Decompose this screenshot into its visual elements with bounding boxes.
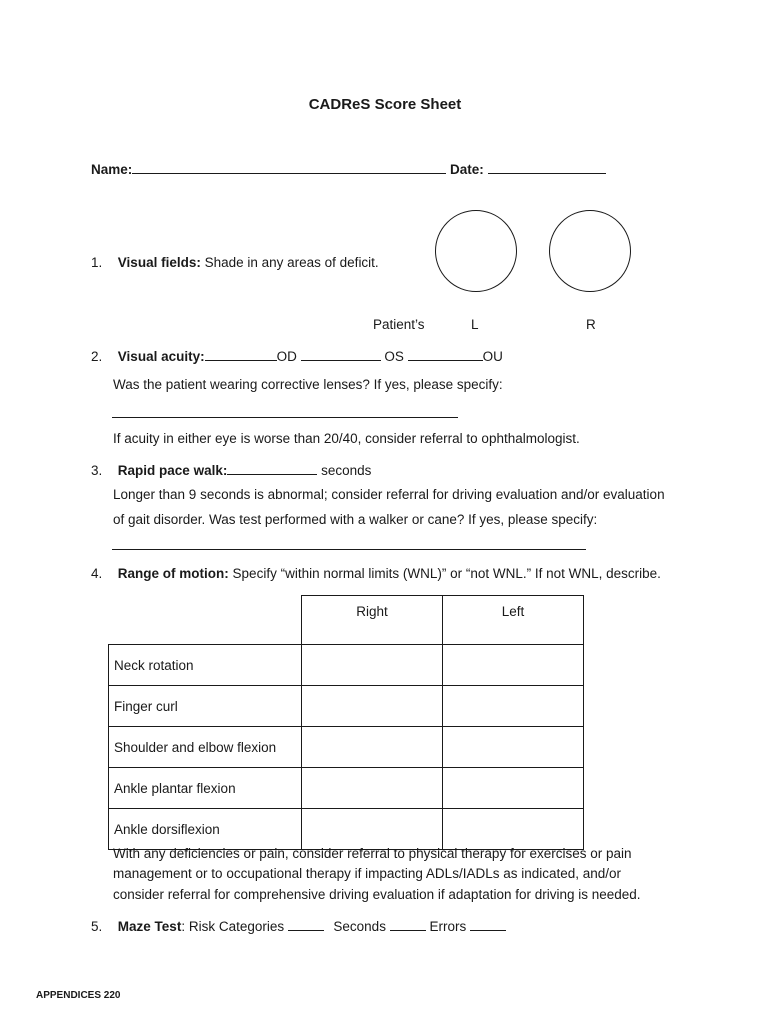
od-label: OD <box>276 349 297 364</box>
item-visual-acuity <box>91 348 503 364</box>
os-label: OS <box>384 349 404 364</box>
visual-fields-label: Visual fields: <box>117 255 201 270</box>
range-of-motion-label: Range of motion: <box>117 566 229 581</box>
ou-field[interactable] <box>408 348 483 361</box>
rom-note-3: consider referral for comprehensive driving evaluation if adaptation for driving is needed. <box>113 887 641 902</box>
item-number: 3. <box>91 463 103 478</box>
table-row <box>109 686 584 727</box>
rapid-pace-unit: seconds <box>317 463 372 478</box>
right-cell[interactable] <box>302 686 443 727</box>
item-number: 4. <box>91 566 103 581</box>
risk-categories-label: : Risk Categories <box>181 919 288 934</box>
left-cell[interactable] <box>443 645 584 686</box>
visual-acuity-label: Visual acuity: <box>117 349 205 364</box>
rapid-pace-note-2: of gait disorder. Was test performed with a walker or cane? If yes, please specify: <box>113 512 598 527</box>
row-label: Ankle plantar flexion <box>109 768 302 809</box>
rapid-pace-field[interactable] <box>227 462 317 475</box>
right-cell[interactable] <box>302 645 443 686</box>
table-row <box>109 809 584 850</box>
rom-note-1: With any deficiencies or pain, consider referral to physical therapy for exercises or pain <box>113 846 632 861</box>
table-row <box>109 768 584 809</box>
seconds-field[interactable] <box>390 918 426 931</box>
visual-fields-text: Shade in any areas of deficit. <box>200 255 379 270</box>
walker-cane-field[interactable] <box>112 549 586 550</box>
column-header-left: Left <box>443 596 584 645</box>
right-cell[interactable] <box>302 727 443 768</box>
item-rapid-pace <box>91 462 371 478</box>
row-label: Finger curl <box>109 686 302 727</box>
item-number: 5. <box>91 919 103 934</box>
od-field[interactable] <box>205 348 277 361</box>
errors-field[interactable] <box>470 918 506 931</box>
left-eye-label: L <box>471 317 479 332</box>
item-visual-fields <box>91 255 379 270</box>
os-pre-field[interactable] <box>301 348 381 361</box>
name-field[interactable] <box>132 161 446 174</box>
rapid-pace-note-1: Longer than 9 seconds is abnormal; consider referral for driving evaluation and/or evaluation <box>113 487 665 502</box>
table-header-row <box>109 596 584 645</box>
row-label: Ankle dorsiflexion <box>109 809 302 850</box>
page-footer: APPENDICES 220 <box>36 990 121 1001</box>
left-cell[interactable] <box>443 686 584 727</box>
acuity-note: If acuity in either eye is worse than 20/40, consider referral to ophthalmologist. <box>113 431 580 446</box>
range-of-motion-text: Specify “within normal limits (WNL)” or “not WNL.” If not WNL, describe. <box>228 566 661 581</box>
right-cell[interactable] <box>302 768 443 809</box>
corrective-lenses-field[interactable] <box>112 417 458 418</box>
rom-note-2: management or to occupational therapy if impacting ADLs/IADLs as indicated, and/or <box>113 866 622 881</box>
left-cell[interactable] <box>443 809 584 850</box>
item-maze-test <box>91 918 506 934</box>
left-cell[interactable] <box>443 768 584 809</box>
corrective-lenses-question: Was the patient wearing corrective lenses? If yes, please specify: <box>113 377 503 392</box>
right-eye-label: R <box>586 317 596 332</box>
left-eye-circle[interactable] <box>435 210 517 292</box>
left-cell[interactable] <box>443 727 584 768</box>
date-field[interactable] <box>488 161 606 174</box>
table-row <box>109 727 584 768</box>
risk-categories-field[interactable] <box>288 918 324 931</box>
errors-label: Errors <box>429 919 470 934</box>
ou-label: OU <box>482 349 503 364</box>
range-of-motion-table <box>108 595 584 850</box>
row-label: Neck rotation <box>109 645 302 686</box>
column-header-right: Right <box>302 596 443 645</box>
patients-label: Patient’s <box>373 317 425 332</box>
table-corner <box>109 596 302 645</box>
right-cell[interactable] <box>302 809 443 850</box>
name-label: Name: <box>91 162 133 177</box>
row-label: Shoulder and elbow flexion <box>109 727 302 768</box>
maze-test-label: Maze Test <box>117 919 182 934</box>
right-eye-circle[interactable] <box>549 210 631 292</box>
rapid-pace-label: Rapid pace walk: <box>117 463 228 478</box>
item-number: 2. <box>91 349 103 364</box>
page-title: CADReS Score Sheet <box>308 96 462 113</box>
item-number: 1. <box>91 255 103 270</box>
name-date-line <box>91 161 606 177</box>
table-row <box>109 645 584 686</box>
seconds-label: Seconds <box>333 919 390 934</box>
date-label: Date: <box>450 162 484 177</box>
item-range-of-motion <box>91 566 661 581</box>
